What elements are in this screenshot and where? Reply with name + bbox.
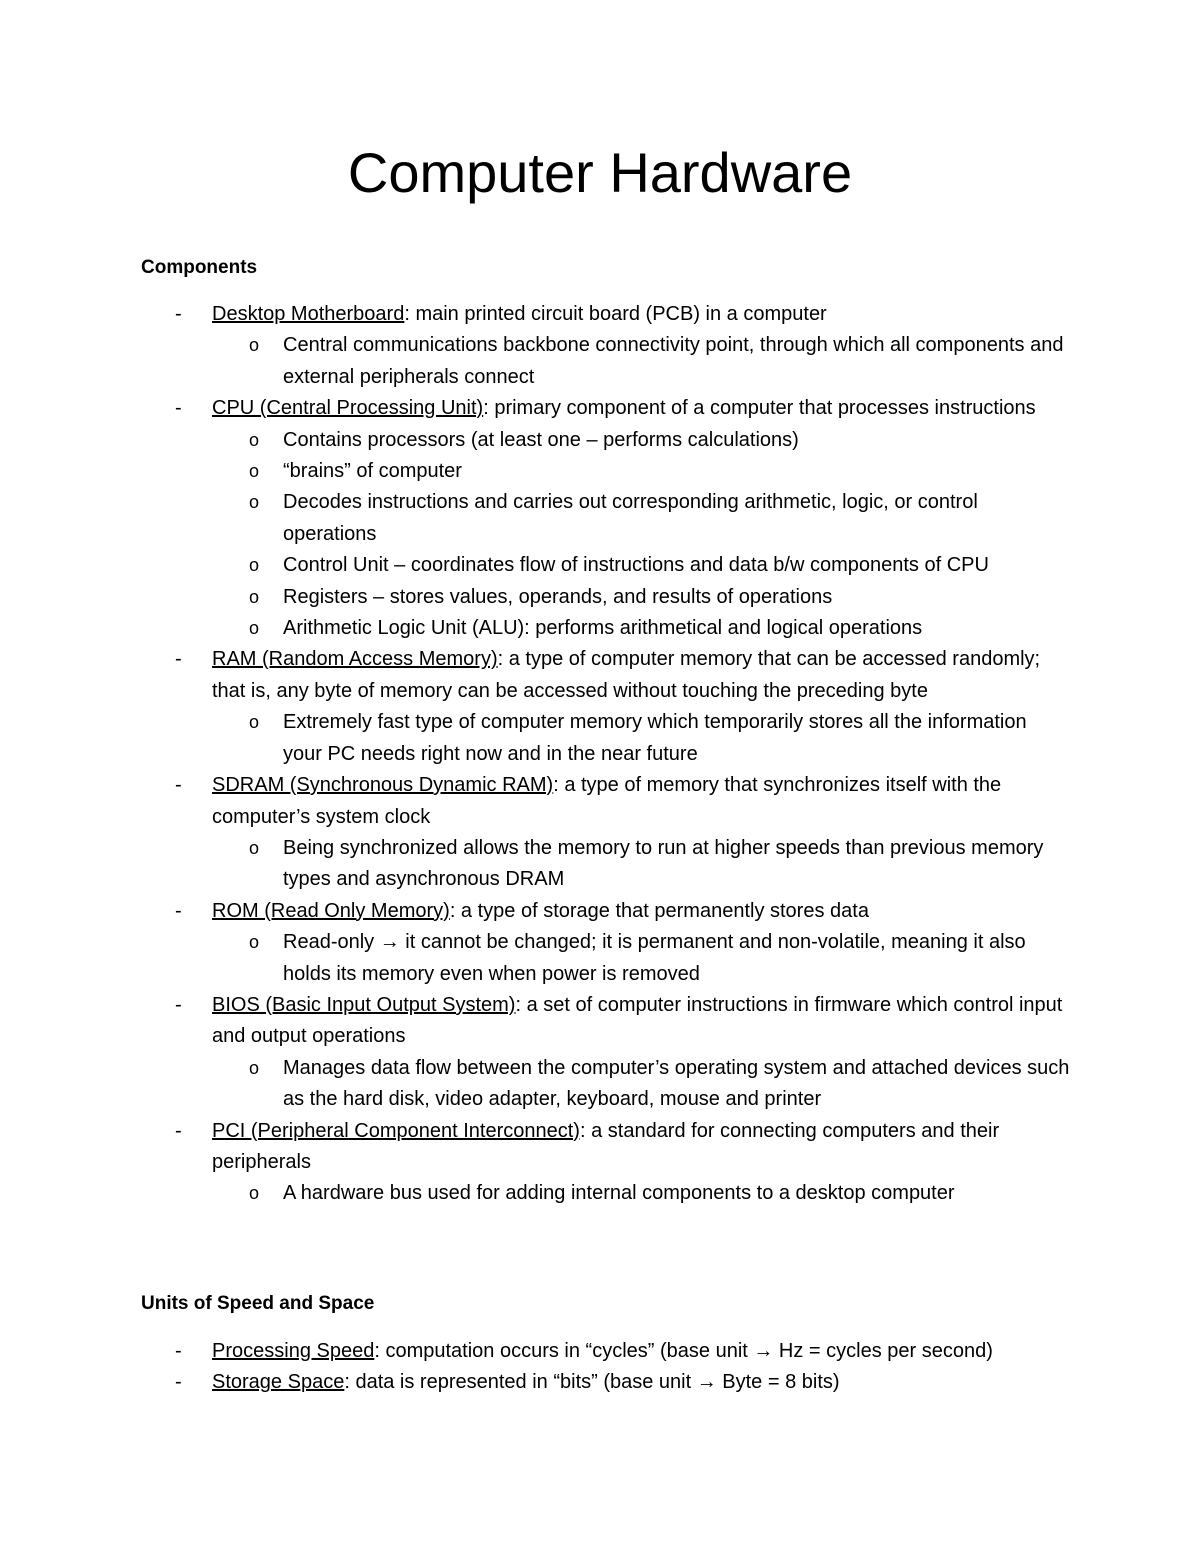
item-description: : a type of memory that synchronizes itself with the computer’s system clock [212,774,1002,828]
bullet-marker: o [249,429,260,450]
sub-item-text: Manages data flow between the computer’s operating system and attached devices such as the hard disk, video adapter, keyboard, mouse and printer [283,1056,1070,1111]
item-term: BIOS (Basic Input Output System) [212,993,516,1016]
list-item [0,1336,1200,1367]
sub-list [212,1178,1070,1209]
sub-item-text: “brains” of computer [283,460,462,483]
sub-item-text: Read-only → it cannot be changed; it is permanent and non-volatile, meaning it also holds its memory even when power is removed [283,931,1026,985]
item-description: : a type of storage that permanently stores data [449,899,869,922]
item-description: : main printed circuit board (PCB) in a computer [404,303,827,325]
item-term: SDRAM (Synchronous Dynamic RAM) [212,774,554,797]
item-term: ROM (Read Only Memory) [212,899,450,922]
sub-list-item [212,582,1070,613]
item-description: : computation occurs in “cycles” (base unit → Hz = cycles per second) [374,1340,993,1362]
sub-list [212,833,1070,896]
sub-list [212,1053,1070,1116]
dash-marker: - [175,899,182,922]
item-term: Processing Speed [212,1340,375,1362]
list-item [0,990,1200,1116]
section-heading-units: Units of Speed and Space [141,1293,375,1314]
sub-list-item [212,927,1070,990]
sub-item-text: Registers – stores values, operands, and results of operations [283,585,833,608]
dash-marker: - [175,397,182,420]
list-item [0,1116,1200,1210]
bullet-marker: o [249,618,260,639]
bullet-marker: o [249,712,260,733]
sub-list-item [212,833,1070,896]
sub-list-item [212,613,1070,644]
units-list [0,1336,1200,1399]
list-item [0,896,1200,990]
bullet-marker: o [249,932,260,953]
dash-marker: - [175,1119,182,1142]
components-list [0,299,1200,1210]
bullet-marker: o [249,1057,260,1078]
dash-marker: - [175,303,182,325]
item-term: Storage Space [212,1371,345,1394]
sub-list-item [212,707,1070,770]
item-description: : data is represented in “bits” (base unit → Byte = 8 bits) [344,1371,840,1394]
list-item [0,770,1200,896]
bullet-marker: o [249,586,260,607]
item-term: Desktop Motherboard [212,303,405,325]
sub-list [212,330,1070,393]
sub-item-text: A hardware bus used for adding internal components to a desktop computer [283,1182,955,1205]
sub-list-item [212,1053,1070,1116]
sub-list-item [212,456,1070,487]
dash-marker: - [175,774,182,797]
sub-list [212,927,1070,990]
list-item [0,393,1200,644]
dash-marker: - [175,1340,182,1362]
section-heading-components: Components [141,257,258,278]
item-description: : a type of computer memory that can be accessed randomly; that is, any byte of memory can be accessed without touching the preceding byte [212,648,1041,702]
dash-marker: - [175,1371,182,1394]
sub-item-text: Arithmetic Logic Unit (ALU): performs arithmetical and logical operations [283,617,923,640]
sub-list [212,707,1070,770]
item-term: CPU (Central Processing Unit) [212,397,484,420]
sub-item-text: Being synchronized allows the memory to run at higher speeds than previous memory types and asynchronous DRAM [283,836,1044,891]
dash-marker: - [175,993,182,1016]
sub-item-text: Central communications backbone connectivity point, through which all components and external peripherals connect [283,334,1064,388]
dash-marker: - [175,648,182,671]
sub-item-text: Control Unit – coordinates flow of instructions and data b/w components of CPU [283,554,989,577]
bullet-marker: o [249,837,260,858]
bullet-marker: o [249,461,260,482]
list-item [0,644,1200,770]
item-description: : a standard for connecting computers and their peripherals [212,1119,1000,1173]
bullet-marker: o [249,555,260,576]
page-title: Computer Hardware [347,141,853,204]
sub-item-text: Decodes instructions and carries out corresponding arithmetic, logic, or control operations [283,491,978,545]
bullet-marker: o [249,335,260,356]
item-description: : primary component of a computer that processes instructions [483,397,1036,420]
bullet-marker: o [249,1183,260,1204]
bullet-marker: o [249,492,260,513]
item-term: PCI (Peripheral Component Interconnect) [212,1119,580,1142]
sub-list-item [212,487,1070,550]
sub-list-item [212,330,1070,393]
sub-list [212,425,1070,645]
sub-item-text: Extremely fast type of computer memory which temporarily stores all the information your PC needs right now and in the near future [283,711,1027,765]
list-item [0,299,1200,393]
sub-list-item [212,1178,1070,1209]
sub-list-item [212,425,1070,456]
sub-list-item [212,550,1070,581]
list-item [0,1367,1200,1398]
sub-item-text: Contains processors (at least one – performs calculations) [283,428,799,451]
item-description: : a set of computer instructions in firmware which control input and output operations [212,993,1063,1048]
item-term: RAM (Random Access Memory) [212,648,498,671]
